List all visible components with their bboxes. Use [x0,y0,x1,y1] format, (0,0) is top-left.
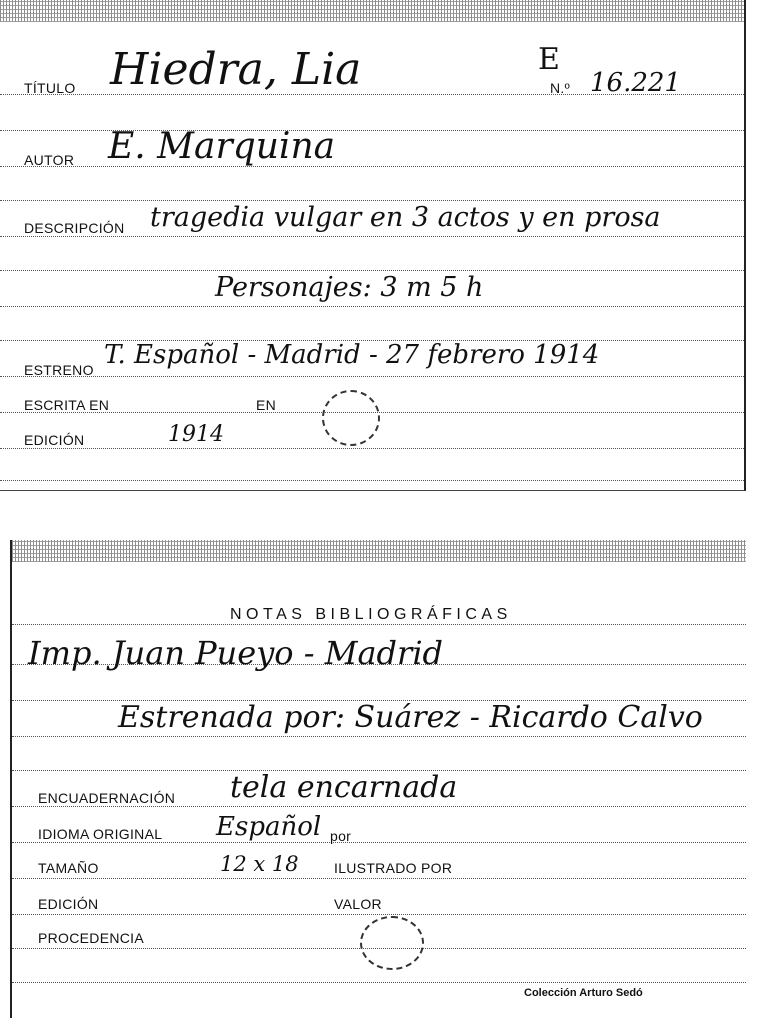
rule [12,624,746,625]
personajes-value: Personajes: 3 m 5 h [215,272,484,303]
descripcion-label: DESCRIPCIÓN [24,220,125,236]
escrita-en-label: ESCRITA EN [24,397,110,413]
number-value: 16.221 [590,68,681,98]
rule [12,914,746,915]
descripcion-value: tragedia vulgar en 3 actos y en prosa [150,202,661,233]
procedencia-label: PROCEDENCIA [38,930,144,946]
valor-label: VALOR [334,896,382,912]
rule [0,236,744,237]
idioma-value: Español [216,812,322,842]
library-stamp [322,390,380,446]
rule [0,376,744,377]
rule [12,878,746,879]
estreno-value: T. Español - Madrid - 27 febrero 1914 [104,340,600,370]
ilustrado-label: ILUSTRADO POR [334,860,453,876]
encuadernacion-value: tela encarnada [230,770,458,805]
catalog-card-bottom [10,540,746,1018]
autor-label: AUTOR [24,152,75,168]
notas-line-1: Imp. Juan Pueyo - Madrid [28,634,444,672]
number-label: N.º [550,80,571,96]
idioma-label: IDIOMA ORIGINAL [38,826,163,842]
number-mark: E [538,42,560,77]
rule [0,200,744,201]
notas-line-2: Estrenada por: Suárez - Ricardo Calvo [118,700,703,735]
en-label: EN [256,397,277,413]
estreno-label: ESTRENO [24,362,94,378]
rule [0,306,744,307]
scan-noise-bottom [12,540,746,562]
scan-noise-top [0,0,744,22]
tamano-value: 12 x 18 [220,852,299,876]
catalog-card-top [0,0,746,491]
encuadernacion-label: ENCUADERNACIÓN [38,790,176,806]
notas-heading: NOTAS BIBLIOGRÁFICAS [230,606,512,623]
collection-credit: Colección Arturo Sedó [524,987,643,999]
rule [12,982,746,983]
por-label: por [330,828,352,844]
titulo-value: Hiedra, Lia [110,44,362,95]
edicion-bottom-label: EDICIÓN [38,896,99,912]
edicion-label: EDICIÓN [24,432,85,448]
titulo-label: TÍTULO [24,80,76,96]
rule [12,736,746,737]
edicion-value: 1914 [168,422,224,447]
rule [0,270,744,271]
rule [12,806,746,807]
library-stamp [360,916,424,970]
rule [0,480,744,481]
rule [0,448,744,449]
tamano-label: TAMAÑO [38,860,99,876]
autor-value: E. Marquina [108,126,336,167]
rule [12,842,746,843]
